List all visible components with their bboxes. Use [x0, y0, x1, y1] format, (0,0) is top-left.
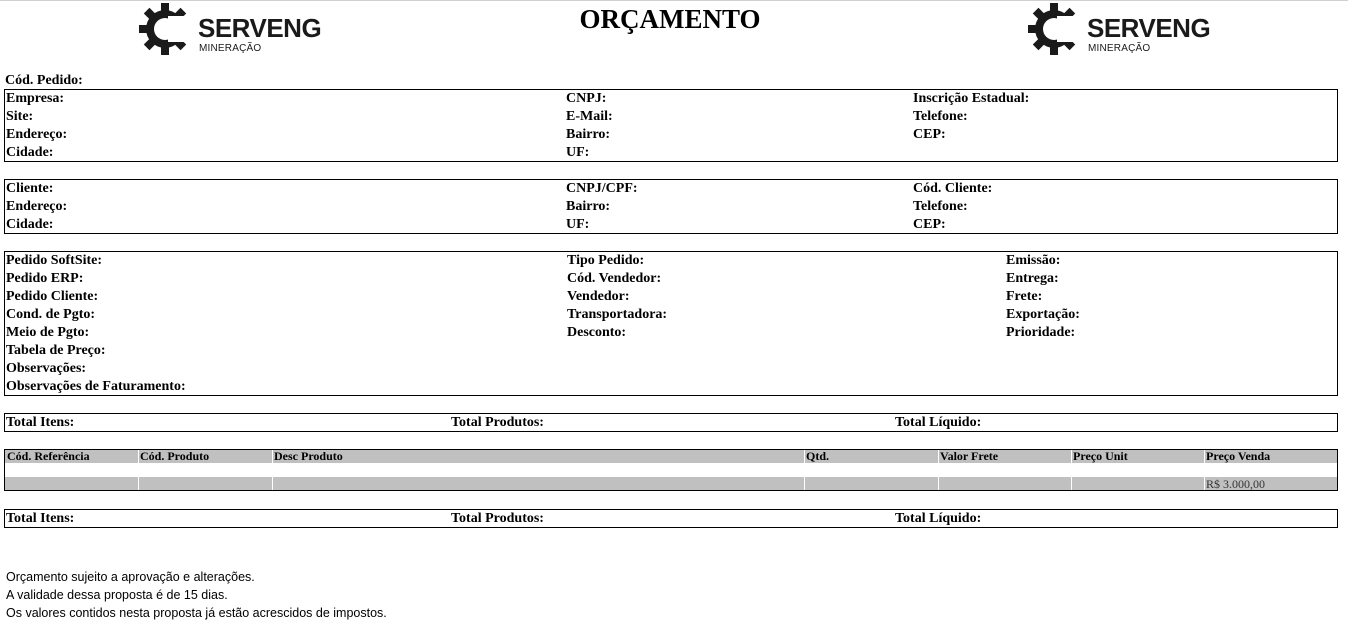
client-city-label: Cidade:	[6, 217, 54, 232]
company-state-label: UF:	[566, 145, 590, 160]
column-divider	[938, 450, 939, 490]
total-products-label: Total Produtos:	[451, 415, 544, 430]
seller-label: Vendedor:	[567, 289, 630, 304]
note-taxes: Os valores contidos nesta proposta já estão acrescidos de impostos.	[6, 606, 387, 620]
order-type-label: Tipo Pedido:	[567, 253, 645, 268]
column-divider	[804, 450, 805, 490]
totals-bottom-section	[4, 509, 1338, 528]
order-erp-label: Pedido ERP:	[6, 271, 84, 286]
note-validity: A validade dessa proposta é de 15 dias.	[6, 588, 228, 602]
notes-label: Observações:	[6, 361, 87, 376]
table-row	[5, 477, 1337, 490]
carrier-label: Transportadora:	[567, 307, 668, 322]
col-header-product-code: Cód. Produto	[140, 449, 210, 463]
col-header-ref-code: Cód. Referência	[7, 449, 90, 463]
order-section	[4, 251, 1338, 396]
column-divider	[272, 450, 273, 490]
company-district-label: Bairro:	[566, 127, 611, 142]
serveng-logo-right	[1027, 2, 1212, 62]
col-header-freight: Valor Frete	[940, 449, 999, 463]
client-state-label: UF:	[566, 217, 590, 232]
seller-code-label: Cód. Vendedor:	[567, 271, 662, 286]
order-softsite-label: Pedido SoftSite:	[6, 253, 103, 268]
total-products-label: Total Produtos:	[451, 511, 544, 526]
price-table-label: Tabela de Preço:	[6, 343, 106, 358]
client-section	[4, 179, 1338, 234]
company-email-label: E-Mail:	[566, 109, 613, 124]
column-divider	[1071, 450, 1072, 490]
logo-subtitle: MINERAÇÃO	[199, 43, 262, 54]
company-address-label: Endereço:	[6, 127, 68, 142]
column-divider	[1204, 450, 1205, 490]
issue-date-label: Emissão:	[1006, 253, 1061, 268]
total-items-label: Total Itens:	[6, 511, 75, 526]
client-district-label: Bairro:	[566, 199, 611, 214]
col-header-product-desc: Desc Produto	[274, 449, 343, 463]
company-state-reg-label: Inscrição Estadual:	[913, 91, 1030, 106]
payment-terms-label: Cond. de Pgto:	[6, 307, 96, 322]
logo-brand: SERVENG	[198, 13, 322, 43]
company-section	[4, 89, 1338, 162]
col-header-unit-price: Preço Unit	[1073, 449, 1128, 463]
company-zip-label: CEP:	[913, 127, 946, 142]
client-code-label: Cód. Cliente:	[913, 181, 993, 196]
order-code-label: Cód. Pedido:	[5, 73, 83, 88]
total-net-label: Total Líquido:	[895, 415, 982, 430]
order-client-label: Pedido Cliente:	[6, 289, 99, 304]
export-label: Exportação:	[1006, 307, 1080, 322]
logo-subtitle: MINERAÇÃO	[1088, 43, 1151, 54]
client-zip-label: CEP:	[913, 217, 946, 232]
page-title: ORÇAMENTO	[579, 4, 761, 34]
totals-top-section	[4, 413, 1338, 432]
priority-label: Prioridade:	[1006, 325, 1076, 340]
column-divider	[138, 450, 139, 490]
gear-icon	[1027, 2, 1081, 56]
logo-brand: SERVENG	[1087, 13, 1211, 43]
col-header-qty: Qtd.	[806, 449, 830, 463]
col-header-sale-price: Preço Venda	[1206, 449, 1271, 463]
sale-price-value: R$ 3.000,00	[1206, 477, 1266, 491]
discount-label: Desconto:	[567, 325, 627, 340]
total-net-label: Total Líquido:	[895, 511, 982, 526]
items-table	[4, 449, 1338, 491]
note-approval: Orçamento sujeito a aprovação e alterações.	[6, 570, 255, 584]
company-site-label: Site:	[6, 109, 34, 124]
delivery-label: Entrega:	[1006, 271, 1059, 286]
client-address-label: Endereço:	[6, 199, 68, 214]
top-divider	[0, 0, 1348, 1]
total-items-label: Total Itens:	[6, 415, 75, 430]
company-city-label: Cidade:	[6, 145, 54, 160]
payment-method-label: Meio de Pgto:	[6, 325, 90, 340]
billing-notes-label: Observações de Faturamento:	[6, 379, 186, 394]
client-cnpj-label: CNPJ/CPF:	[566, 181, 638, 196]
client-name-label: Cliente:	[6, 181, 54, 196]
company-cnpj-label: CNPJ:	[566, 91, 607, 106]
freight-label: Frete:	[1006, 289, 1043, 304]
company-phone-label: Telefone:	[913, 109, 968, 124]
company-name-label: Empresa:	[6, 91, 65, 106]
client-phone-label: Telefone:	[913, 199, 968, 214]
